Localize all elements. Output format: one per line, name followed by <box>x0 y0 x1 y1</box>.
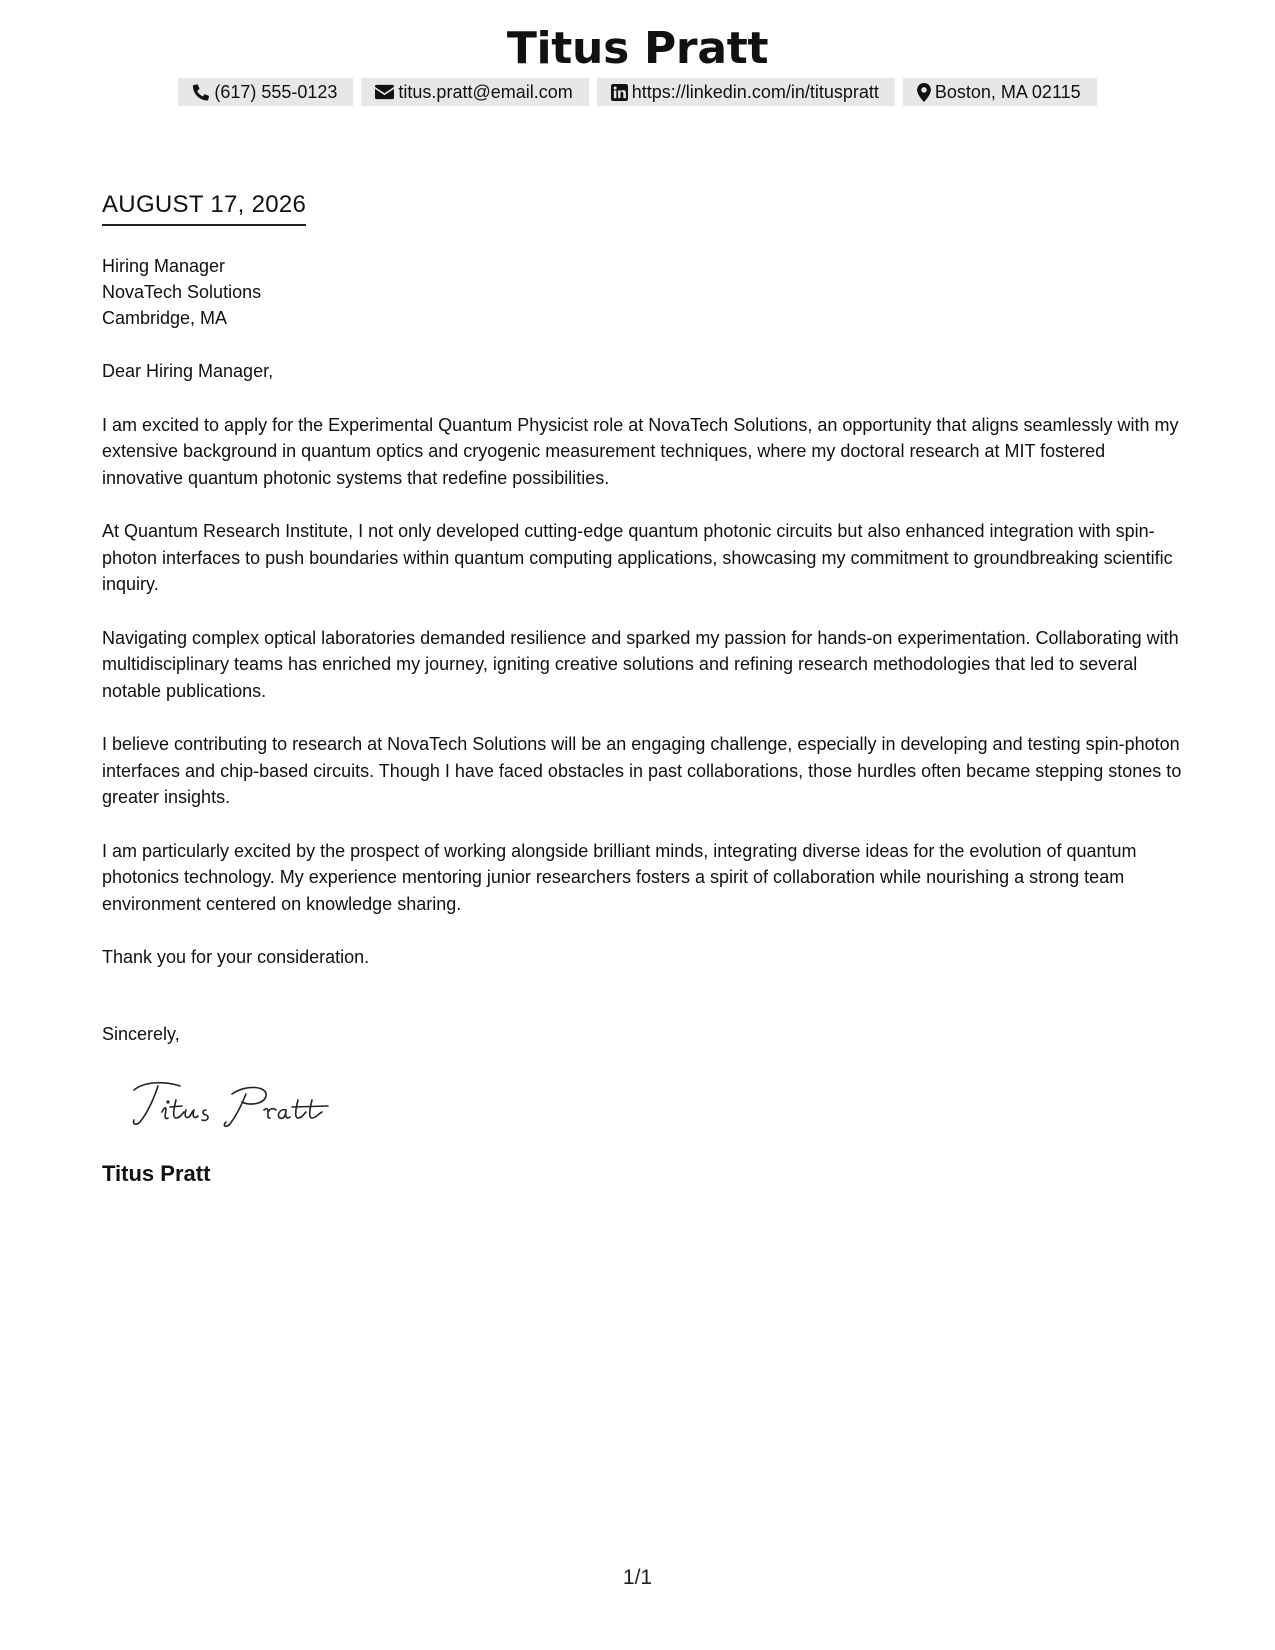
closing-line: Sincerely, <box>102 1024 180 1044</box>
location-text: Boston, MA 02115 <box>934 81 1081 102</box>
salutation: Dear Hiring Manager, <box>102 361 274 381</box>
thank-you-line: Thank you for your consideration. <box>102 947 370 967</box>
letter-date: AUGUST 17, 2026 <box>102 190 306 226</box>
paragraph: I am excited to apply for the Experimental Quantum Physicist role at NovaTech Solutions, an opportunity that aligns seamlessly with my extensive background in quantum optics and cryogenic measurement techniques, where my doctoral research at MIT fostered innovative quantum photonic systems that redefine possibilities. <box>102 414 1179 488</box>
recipient-company: NovaTech Solutions <box>102 282 262 302</box>
page-number: 1/1 <box>622 1566 653 1589</box>
envelope-icon <box>375 84 394 100</box>
email-text[interactable]: titus.pratt@email.com <box>398 81 573 102</box>
contact-linkedin[interactable] <box>597 78 895 106</box>
paragraph: At Quantum Research Institute, I not only developed cutting-edge quantum photonic circuits but also enhanced integration with spin-photon interfaces to push boundaries within quantum computing applications, showcasing my commitment to groundbreaking scientific inquiry. <box>102 521 1173 594</box>
linkedin-text[interactable]: https://linkedin.com/in/tituspratt <box>631 81 879 102</box>
contact-phone <box>178 78 353 106</box>
letter-header <box>0 22 1275 106</box>
signed-name: Titus Pratt <box>102 1161 211 1186</box>
contact-email[interactable] <box>361 78 588 106</box>
paragraph: I believe contributing to research at NovaTech Solutions will be an engaging challenge, especially in developing and testing spin-photon interfaces and chip-based circuits. Though I have faced obstacles in past collaborations, those hurdles often became stepping stones to greater insights. <box>102 734 1182 807</box>
applicant-name: Titus Pratt <box>506 23 769 74</box>
phone-icon <box>192 83 210 101</box>
contact-location <box>903 78 1097 106</box>
handwritten-signature <box>128 1072 338 1134</box>
recipient-address <box>102 253 1182 331</box>
contact-bar <box>0 78 1275 106</box>
paragraph: Navigating complex optical laboratories demanded resilience and sparked my passion for hands-on experimentation. Collaborating with multidisciplinary teams has enriched my journey, igniting creative solutions and refining research methodologies that led to several notable publications. <box>102 627 1179 701</box>
recipient-title: Hiring Manager <box>102 256 226 276</box>
letter-date-block <box>102 190 306 226</box>
linkedin-icon <box>611 84 628 101</box>
phone-text: (617) 555-0123 <box>214 81 338 102</box>
recipient-city: Cambridge, MA <box>102 308 228 328</box>
paragraph: I am particularly excited by the prospect of working alongside brilliant minds, integrating diverse ideas for the evolution of quantum photonics technology. My experience mentoring junior researchers fosters a spirit of collaboration while nourishing a strong team environment centered on knowledge sharing. <box>102 840 1137 914</box>
map-marker-icon <box>917 83 931 102</box>
letter-body <box>102 253 1182 971</box>
